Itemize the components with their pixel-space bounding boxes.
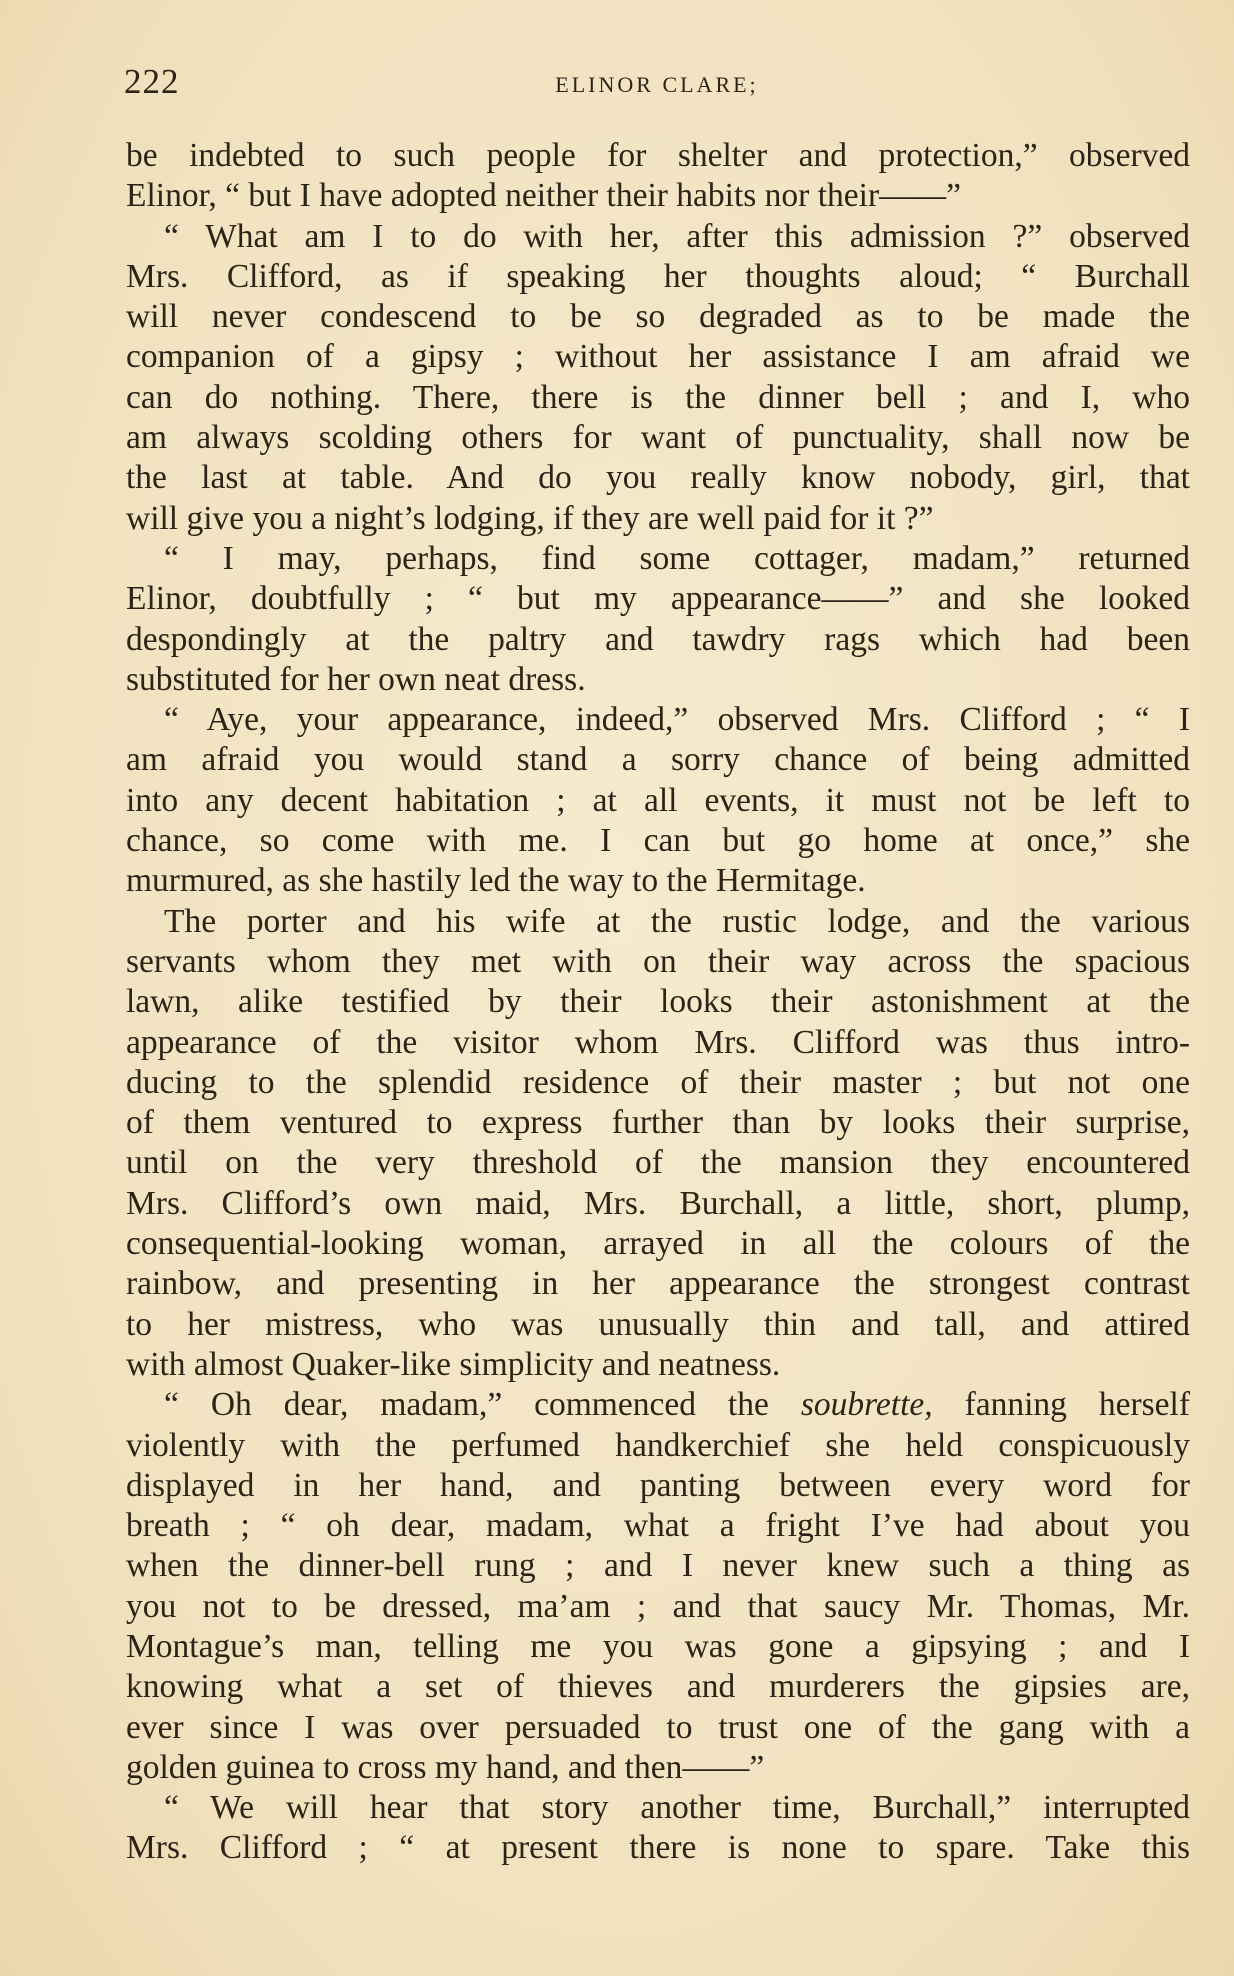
text-line: lawn, alike testified by their looks their astonishment at the — [126, 983, 1190, 1021]
text-line: Mrs. Clifford, as if speaking her thoughts aloud; “ Burchall — [126, 257, 1190, 295]
italic-word: soubrette, — [800, 1386, 933, 1424]
text-line: companion of a gipsy ; without her assistance I am afraid we — [126, 338, 1190, 376]
text-line: to her mistress, who was unusually thin and tall, and attired — [126, 1305, 1190, 1343]
text-line: “ Aye, your appearance, indeed,” observed Mrs. Clifford ; “ I — [164, 701, 1190, 739]
text-line: breath ; “ oh dear, madam, what a fright I’ve had about you — [126, 1507, 1190, 1545]
text-line: despondingly at the paltry and tawdry rags which had been — [126, 620, 1190, 658]
text-line: displayed in her hand, and panting between every word for — [126, 1466, 1190, 1504]
text-line: golden guinea to cross my hand, and then——” — [126, 1748, 765, 1786]
text-line: appearance of the visitor whom Mrs. Clifford was thus intro- — [126, 1023, 1190, 1061]
text-line: rainbow, and presenting in her appearance the strongest contrast — [126, 1265, 1190, 1303]
text-line: will give you a night’s lodging, if they are well paid for it ?” — [126, 499, 934, 537]
text-line: into any decent habitation ; at all events, it must not be left to — [126, 781, 1190, 819]
text-line: be indebted to such people for shelter and protection,” observed — [126, 137, 1190, 174]
text-line: violently with the perfumed handkerchief she held conspicuously — [126, 1426, 1190, 1464]
text-line: Montague’s man, telling me you was gone a gipsying ; and I — [126, 1627, 1190, 1665]
text-line: Elinor, “ but I have adopted neither their habits nor their——” — [126, 177, 961, 215]
running-header — [124, 62, 1190, 106]
text-line: am always scolding others for want of punctuality, shall now be — [126, 419, 1190, 457]
text-line: knowing what a set of thieves and murderers the gipsies are, — [126, 1668, 1190, 1706]
page-number: 222 — [124, 62, 180, 101]
text-line: Mrs. Clifford’s own maid, Mrs. Burchall, a little, short, plump, — [126, 1184, 1190, 1222]
text-line: the last at table. And do you really know nobody, girl, that — [126, 459, 1190, 497]
text-line: will never condescend to be so degraded as to be made the — [126, 298, 1190, 336]
text-line: you not to be dressed, ma’am ; and that saucy Mr. Thomas, Mr. — [126, 1587, 1190, 1625]
text-line: can do nothing. There, there is the dinner bell ; and I, who — [126, 378, 1190, 416]
text-line: Mrs. Clifford ; “ at present there is none to spare. Take this — [126, 1829, 1190, 1867]
text-line: until on the very threshold of the mansion they encountered — [126, 1144, 1190, 1182]
text-line: The porter and his wife at the rustic lodge, and the various — [164, 902, 1190, 940]
text-line: “ What am I to do with her, after this admission ?” observed — [164, 217, 1190, 255]
text-fragment: fanning herself — [932, 1386, 1190, 1424]
text-line: “ We will hear that story another time, Burchall,” interrupted — [164, 1789, 1190, 1827]
text-line — [126, 1385, 1190, 1425]
text-line: ducing to the splendid residence of their master ; but not one — [126, 1063, 1190, 1101]
text-line: of them ventured to express further than by looks their surprise, — [126, 1104, 1190, 1142]
text-line: substituted for her own neat dress. — [126, 660, 586, 698]
text-line: am afraid you would stand a sorry chance of being admitted — [126, 741, 1190, 779]
text-line: ever since I was over persuaded to trust one of the gang with a — [126, 1708, 1190, 1746]
text-line: servants whom they met with on their way across the spacious — [126, 942, 1190, 980]
text-line: with almost Quaker-like simplicity and neatness. — [126, 1345, 781, 1383]
text-line: “ I may, perhaps, find some cottager, madam,” returned — [164, 539, 1190, 577]
text-line: when the dinner-bell rung ; and I never knew such a thing as — [126, 1547, 1190, 1585]
running-title: ELINOR CLARE; — [555, 72, 759, 97]
body-text — [126, 136, 1190, 1869]
text-line: murmured, as she hastily led the way to the Hermitage. — [126, 862, 866, 900]
text-line: consequential-looking woman, arrayed in all the colours of the — [126, 1225, 1190, 1263]
text-fragment: “ Oh dear, madam,” commenced the — [164, 1386, 801, 1424]
text-line: chance, so come with me. I can but go home at once,” she — [126, 822, 1190, 860]
text-line: Elinor, doubtfully ; “ but my appearance——” and she looked — [126, 580, 1190, 618]
